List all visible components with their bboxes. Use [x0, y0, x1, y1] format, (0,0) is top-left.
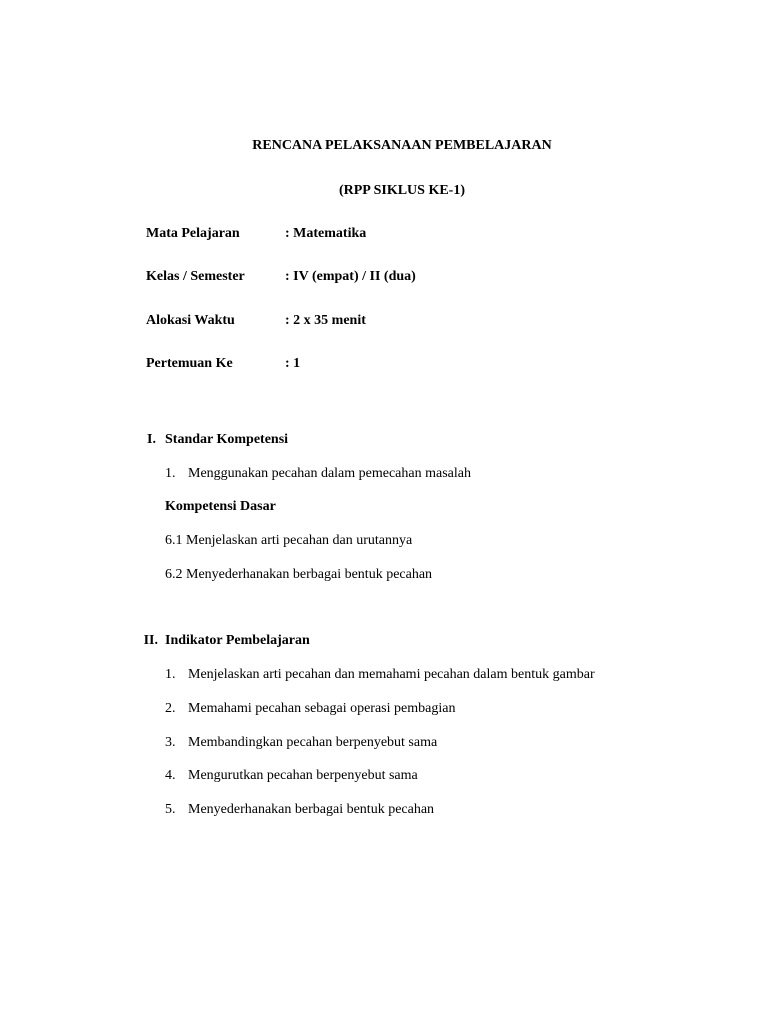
list-number: 4. — [165, 768, 176, 783]
section-title: Indikator Pembelajaran — [165, 633, 310, 648]
section-number: II. — [143, 633, 158, 648]
section-number: I. — [147, 432, 156, 447]
list-text: Membandingkan pecahan berpenyebut sama — [188, 735, 438, 750]
section-title: Standar Kompetensi — [165, 432, 289, 447]
list-number: 3. — [165, 735, 176, 750]
document-subtitle: (RPP SIKLUS KE-1) — [338, 183, 465, 198]
list-text: Menjelaskan arti pecahan dan memahami pecahan dalam bentuk gambar — [188, 667, 595, 682]
list-text: Memahami pecahan sebagai operasi pembagian — [188, 701, 456, 716]
info-label: Pertemuan Ke — [146, 356, 233, 371]
info-value: : 2 x 35 menit — [285, 313, 366, 329]
list-number: 5. — [165, 802, 176, 817]
info-label: Kelas / Semester — [146, 269, 245, 284]
list-text: Menggunakan pecahan dalam pemecahan masalah — [188, 466, 471, 481]
info-label: Alokasi Waktu — [146, 313, 235, 328]
list-text: Menyederhanakan berbagai bentuk pecahan — [188, 802, 435, 817]
info-label: Mata Pelajaran — [146, 226, 240, 241]
list-text: Mengurutkan pecahan berpenyebut sama — [188, 768, 418, 783]
list-number: 1. — [165, 466, 176, 481]
list-number: 1. — [165, 667, 176, 682]
info-value: : 1 — [285, 356, 300, 372]
info-value: : IV (empat) / II (dua) — [285, 269, 416, 285]
subheading-text: Kompetensi Dasar — [165, 499, 276, 514]
document-title: RENCANA PELAKSANAAN PEMBELAJARAN — [252, 138, 552, 153]
info-value: : Matematika — [285, 226, 366, 242]
list-number: 2. — [165, 701, 176, 716]
list-text: 6.1 Menjelaskan arti pecahan dan urutannya — [165, 533, 413, 548]
list-text: 6.2 Menyederhanakan berbagai bentuk pecahan — [165, 567, 433, 582]
